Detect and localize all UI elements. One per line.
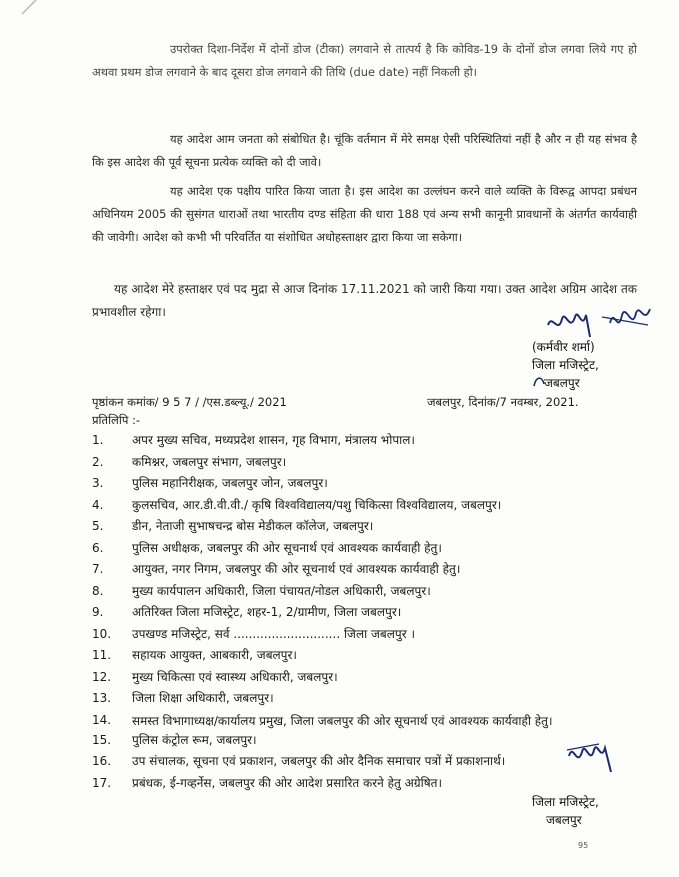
list-item-text: प्रबंधक, ई-गव्हर्नेस, जबलपुर की ओर आदेश प्रसारित करने हेतु अग्रेषित। xyxy=(132,775,443,790)
list-item xyxy=(92,452,637,474)
paragraph-public-notice: यह आदेश आम जनता को संबोधित है। चूंकि वर्तमान में मेरे समक्ष ऐसी परिस्थितियां नहीं है और न ही यह संभव है कि इस आदेश की पूर्व सूचना प्रत्येक व्यक्ति को दी जावे। xyxy=(92,132,637,169)
signatory-place: जबलपुर xyxy=(544,376,580,390)
paragraph-penalty: यह आदेश एक पक्षीय पारित किया जाता है। इस आदेश का उल्लंघन करने वाले व्यक्ति के विरूद्व आपदा प्रबंधन अधिनियम 2005 की सुसंगत धाराओं तथा भारतीय दण्ड संहिता की धारा 188 एवं अन्य सभी कानूनी प्रावधानों के अंतर्गत कार्यवाही की जावेगी। आदेश को कभी भी परिवर्तित या संशोधित अधोहस्ताक्षर द्वारा किया जा सकेगा। xyxy=(92,184,637,244)
list-item-number: 14. xyxy=(92,712,112,727)
list-item-number: 1. xyxy=(92,433,104,447)
list-item-text: मुख्य चिकित्सा एवं स्वास्थ्य अधिकारी, जबलपुर। xyxy=(132,669,338,684)
list-item-text: समस्त विभागाध्यक्ष/कार्यालय प्रमुख, जिला जबलपुर की ओर सूचनार्थ एवं आवश्यक कार्यवाही हेतु। xyxy=(132,713,553,728)
list-item-text: मुख्य कार्यपालन अधिकारी, जिला पंचायत/नोडल अधिकारी, जबलपुर। xyxy=(132,583,431,598)
list-item xyxy=(92,473,637,495)
recipient-list xyxy=(92,430,637,794)
list-item-text: पुलिस कंट्रोल रूम, जबलपुर। xyxy=(132,732,257,747)
list-item-number: 17. xyxy=(92,775,112,790)
list-item xyxy=(92,430,637,452)
list-item xyxy=(92,516,637,538)
signature-scribble-2 xyxy=(563,732,623,780)
list-item-text: पुलिस महानिरीक्षक, जबलपुर जोन, जबलपुर। xyxy=(132,476,328,490)
signatory-name: (कर्मवीर शर्मा) xyxy=(532,340,595,354)
signatory-designation: जिला मजिस्ट्रेट, xyxy=(532,358,599,372)
list-item xyxy=(92,667,637,689)
list-item-text: उपखण्ड मजिस्ट्रेट, सर्व ............................ जिला जबलपुर । xyxy=(132,626,415,641)
list-item-number: 7. xyxy=(92,562,104,576)
list-item-number: 16. xyxy=(92,754,112,768)
list-item-text: अतिरिक्त जिला मजिस्ट्रेट, शहर-1, 2/ग्रामीण, जिला जबलपुर। xyxy=(132,605,402,619)
list-item-number: 15. xyxy=(92,732,112,747)
list-item-number: 9. xyxy=(92,605,104,619)
signatory-place-2: जबलपुर xyxy=(546,813,582,827)
list-item-text: कुलसचिव, आर.डी.वी.वी./ कृषि विश्वविद्यालय/पशु चिकित्सा विश्वविद्यालय, जबलपुर। xyxy=(132,497,502,512)
list-item xyxy=(92,495,637,517)
copy-to-heading: प्रतिलिपि :- xyxy=(92,413,141,427)
signature-block-2 xyxy=(532,793,599,829)
list-item xyxy=(92,581,637,603)
list-item xyxy=(92,751,637,773)
list-item-number: 6. xyxy=(92,540,104,555)
list-item-number: 8. xyxy=(92,583,104,598)
list-item-text: जिला शिक्षा अधिकारी, जबलपुर। xyxy=(132,691,274,705)
list-item xyxy=(92,773,637,795)
list-item-text: अपर मुख्य सचिव, मध्यप्रदेश शासन, गृह विभाग, मंत्रालय भोपाल। xyxy=(132,433,415,447)
list-item-number: 4. xyxy=(92,497,104,512)
list-item-number: 10. xyxy=(92,626,112,641)
list-item-number: 13. xyxy=(92,691,112,705)
paragraph-issue-date: यह आदेश मेरे हस्ताक्षर एवं पद मुद्रा से आज दिनांक 17.11.2021 को जारी किया गया। उक्त आदेश अग्रिम आदेश तक प्रभावशील रहेगा। xyxy=(92,282,637,319)
endorsement-number: पृष्ठांकन कमांक/ 9 5 7 / /एस.डब्ल्यू./ 2021 xyxy=(92,395,287,409)
list-item xyxy=(92,645,637,667)
list-item xyxy=(92,688,637,710)
list-item xyxy=(92,624,637,646)
signatory-designation-2: जिला मजिस्ट्रेट, xyxy=(532,795,599,809)
list-item-text: डीन, नेताजी सुभाषचन्द्र बोस मेडीकल कॉलेज, जबलपुर। xyxy=(132,519,374,533)
list-item-text: आयुक्त, नगर निगम, जबलपुर की ओर सूचनार्थ एवं आवश्यक कार्यवाही हेतु। xyxy=(132,562,461,576)
list-item-number: 5. xyxy=(92,519,104,533)
list-item-number: 3. xyxy=(92,476,104,490)
signature-flourish xyxy=(532,374,548,388)
list-item-text: कमिश्नर, जबलपुर संभाग, जबलपुर। xyxy=(132,454,287,469)
paragraph-due-date: उपरोक्त दिशा-निर्देश में दोनों डोज (टीका) लगवाने से तात्पर्य है कि कोविड-19 के दोनों डोज लगवा लिये गए हो अथवा प्रथम डोज लगवाने के बाद दूसरा डोज लगवाने की तिथि (due date) नहीं निकली हो। xyxy=(92,42,637,79)
list-item-number: 2. xyxy=(92,454,104,469)
list-item xyxy=(92,538,637,560)
list-item xyxy=(92,602,637,624)
list-item-number: 11. xyxy=(92,648,112,662)
list-item-number: 12. xyxy=(92,669,112,684)
page-number: 95 xyxy=(578,841,589,850)
page-fold-mark xyxy=(22,0,52,16)
list-item-text: पुलिस अधीक्षक, जबलपुर की ओर सूचनार्थ एवं आवश्यक कार्यवाही हेतु। xyxy=(132,540,442,555)
list-item xyxy=(92,559,637,581)
list-item xyxy=(92,730,637,752)
endorsement-place-date: जबलपुर, दिनांक/7 नवम्बर, 2021. xyxy=(427,395,579,409)
list-item-text: सहायक आयुक्त, आबकारी, जबलपुर। xyxy=(132,648,297,662)
list-item xyxy=(92,710,637,730)
list-item-text: उप संचालक, सूचना एवं प्रकाशन, जबलपुर की ओर दैनिक समाचार पत्रों में प्रकाशनार्थ। xyxy=(132,754,506,768)
